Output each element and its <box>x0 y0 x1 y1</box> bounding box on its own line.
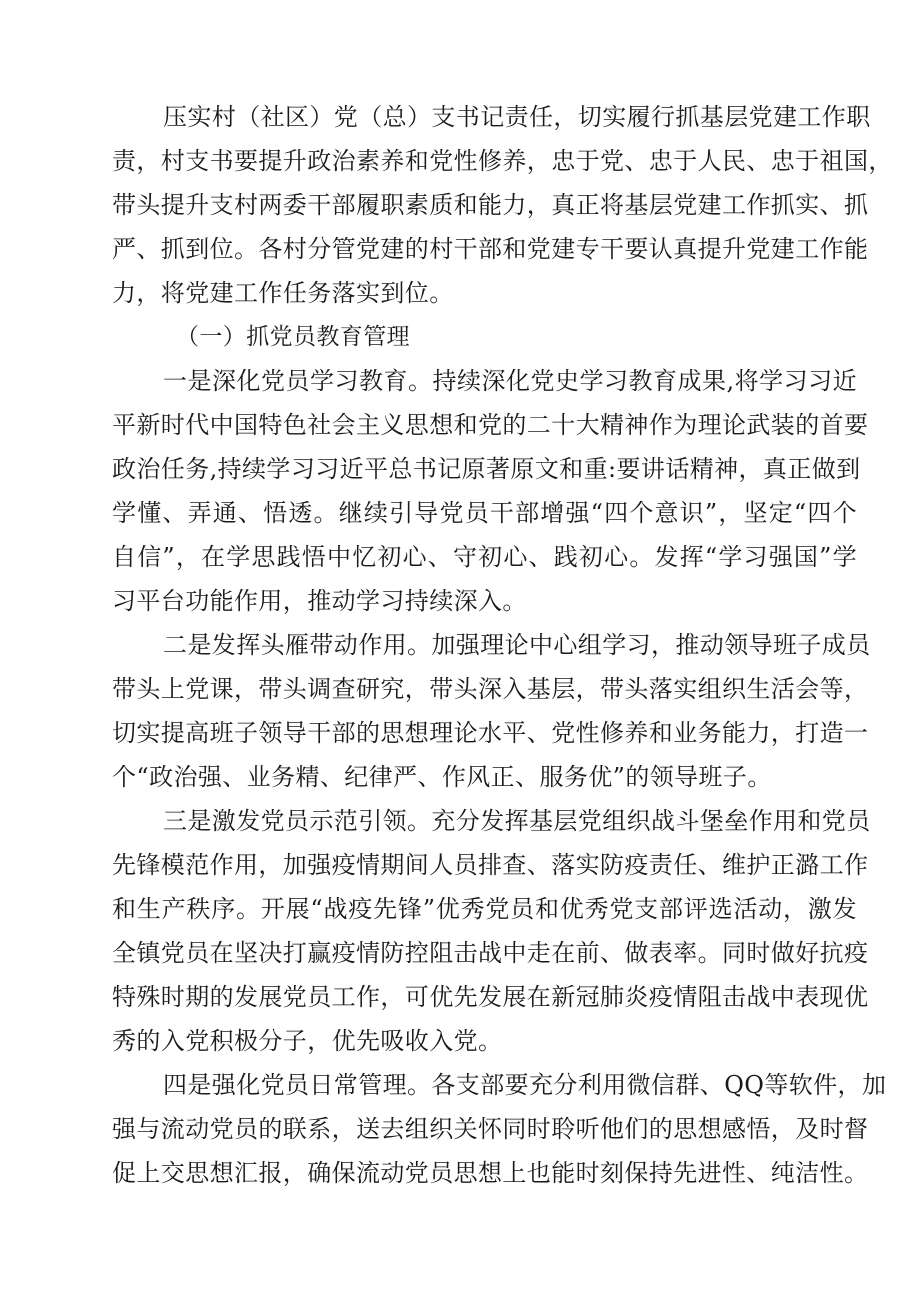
intro-line-4: 严、抓到位。各村分管党建的村干部和党建专干要认真提升党建工作能 <box>112 235 869 263</box>
p1-line-4: 学懂、弄通、悟透。继续引导党员干部增强“四个意识”，坚定“四个 <box>112 499 857 527</box>
p2-line-1: 二是发挥头雁带动作用。加强理论中心组学习，推动领导班子成员 <box>163 631 871 659</box>
p1-line-1: 一是深化党员学习教育。持续深化党史学习教育成果,将学习习近 <box>163 367 857 395</box>
intro-line-3: 带头提升支村两委干部履职素质和能力，真正将基层党建工作抓实、抓 <box>112 191 869 219</box>
p2-line-2: 带头上党课，带头调查研究，带头深入基层，带头落实组织生活会等， <box>112 675 869 703</box>
p4-line-1: 四是强化党员日常管理。各支部要充分利用微信群、QQ等软件，加 <box>163 1071 887 1099</box>
p1-line-6: 习平台功能作用，推动学习持续深入。 <box>112 587 527 615</box>
p4-line-2: 强与流动党员的联系，送去组织关怀同时聆听他们的思想感悟，及时督 <box>112 1115 869 1143</box>
p2-line-3: 切实提高班子领导干部的思想理论水平、党性修养和业务能力，打造一 <box>112 719 869 747</box>
intro-line-5: 力，将党建工作任务落实到位。 <box>112 279 454 307</box>
p1-line-5: 自信”，在学思践悟中忆初心、守初心、践初心。发挥“学习强国”学 <box>112 543 857 571</box>
p2-line-4: 个“政治强、业务精、纪律严、作风正、服务优”的领导班子。 <box>112 763 772 791</box>
intro-line-1: 压实村（社区）党（总）支书记责任，切实履行抓基层党建工作职 <box>163 103 871 131</box>
p1-line-3: 政治任务,持续学习习近平总书记原著原文和重:要讲话精神，真正做到 <box>112 455 861 483</box>
section-heading: （一）抓党员教育管理 <box>176 324 410 350</box>
p3-line-5: 特殊时期的发展党员工作，可优先发展在新冠肺炎疫情阻击战中表现优 <box>112 983 869 1011</box>
intro-line-2: 责，村支书要提升政治素养和党性修养，忠于党、忠于人民、忠于祖国， <box>112 147 893 175</box>
p1-line-2: 平新时代中国特色社会主义思想和党的二十大精神作为理论武装的首要 <box>112 411 869 439</box>
p3-line-3: 和生产秩序。开展“战疫先锋”优秀党员和优秀党支部评选活动，激发 <box>112 895 857 923</box>
p3-line-6: 秀的入党积极分子，优先吸收入党。 <box>112 1027 503 1055</box>
p4-line-3: 促上交思想汇报，确保流动党员思想上也能时刻保持先进性、纯洁性。 <box>112 1159 869 1187</box>
p3-line-1: 三是激发党员示范引领。充分发挥基层党组织战斗堡垒作用和党员 <box>163 807 871 835</box>
p3-line-4: 全镇党员在坚决打赢疫情防控阻击战中走在前、做表率。同时做好抗疫 <box>112 939 869 967</box>
p3-line-2: 先锋模范作用，加强疫情期间人员排查、落实防疫责任、维护正潞工作 <box>112 851 869 879</box>
